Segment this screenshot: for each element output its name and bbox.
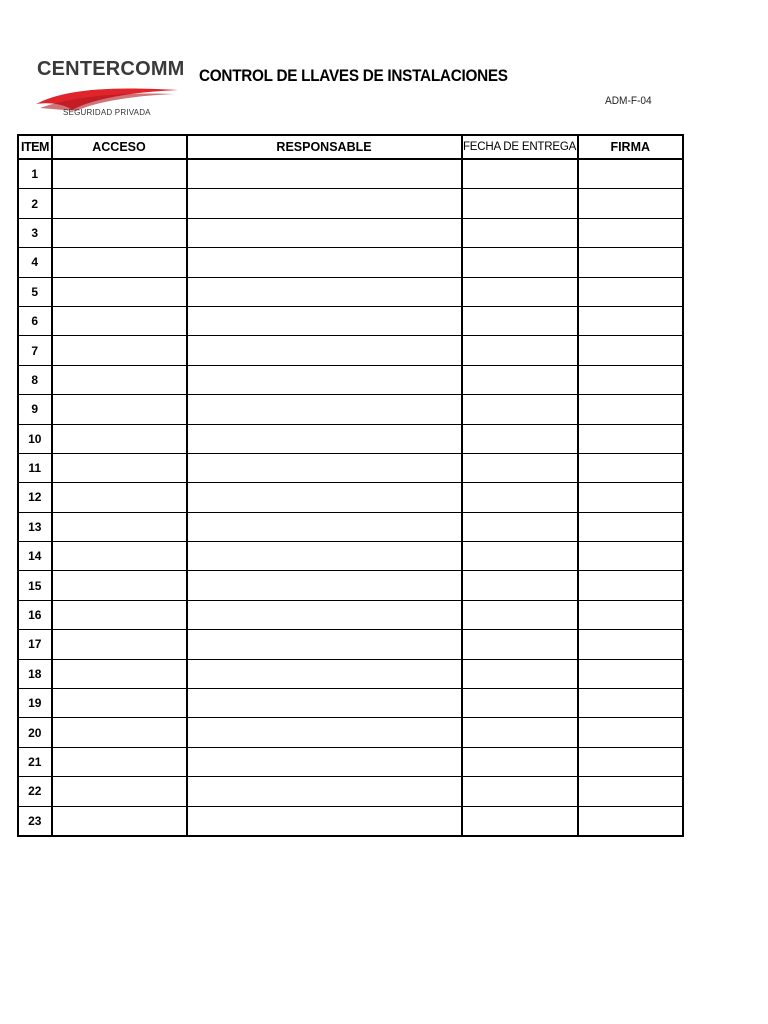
fecha-de-entrega-cell[interactable]	[462, 453, 578, 482]
item-number: 23	[19, 806, 52, 835]
item-number: 11	[19, 453, 52, 482]
acceso-cell[interactable]	[52, 395, 187, 424]
table-row	[19, 806, 683, 835]
table-row	[19, 747, 683, 776]
firma-cell[interactable]	[578, 159, 683, 189]
acceso-cell[interactable]	[52, 277, 187, 306]
firma-cell[interactable]	[578, 424, 683, 453]
firma-cell[interactable]	[578, 659, 683, 688]
responsable-cell[interactable]	[187, 189, 462, 218]
acceso-cell[interactable]	[52, 571, 187, 600]
table-row	[19, 218, 683, 247]
item-number: 5	[19, 277, 52, 306]
firma-cell[interactable]	[578, 600, 683, 629]
firma-cell[interactable]	[578, 306, 683, 335]
item-number: 17	[19, 630, 52, 659]
firma-cell[interactable]	[578, 806, 683, 835]
item-number: 10	[19, 424, 52, 453]
firma-cell[interactable]	[578, 777, 683, 806]
keys-control-table	[18, 135, 683, 836]
acceso-cell[interactable]	[52, 159, 187, 189]
table-row	[19, 659, 683, 688]
responsable-cell[interactable]	[187, 395, 462, 424]
fecha-de-entrega-cell[interactable]	[462, 512, 578, 541]
table-row	[19, 159, 683, 189]
firma-cell[interactable]	[578, 336, 683, 365]
firma-cell[interactable]	[578, 718, 683, 747]
table-row	[19, 689, 683, 718]
column-header-item: ITEM	[19, 136, 52, 160]
acceso-cell[interactable]	[52, 630, 187, 659]
firma-cell[interactable]	[578, 689, 683, 718]
table-row	[19, 630, 683, 659]
table-row	[19, 718, 683, 747]
fecha-de-entrega-cell[interactable]	[462, 806, 578, 835]
acceso-cell[interactable]	[52, 424, 187, 453]
column-header-responsable: RESPONSABLE	[187, 136, 462, 160]
responsable-cell[interactable]	[187, 159, 462, 189]
fecha-de-entrega-cell[interactable]	[462, 571, 578, 600]
item-number: 9	[19, 395, 52, 424]
item-number: 8	[19, 365, 52, 394]
fecha-de-entrega-cell[interactable]	[462, 718, 578, 747]
acceso-cell[interactable]	[52, 483, 187, 512]
table-row	[19, 248, 683, 277]
responsable-cell[interactable]	[187, 542, 462, 571]
logo-subtitle: SEGURIDAD PRIVADA	[63, 108, 151, 117]
acceso-cell[interactable]	[52, 365, 187, 394]
fecha-de-entrega-cell[interactable]	[462, 306, 578, 335]
item-number: 16	[19, 600, 52, 629]
fecha-de-entrega-cell[interactable]	[462, 689, 578, 718]
fecha-de-entrega-cell[interactable]	[462, 483, 578, 512]
firma-cell[interactable]	[578, 512, 683, 541]
fecha-de-entrega-cell[interactable]	[462, 542, 578, 571]
fecha-de-entrega-cell[interactable]	[462, 630, 578, 659]
table-header-row	[19, 136, 683, 160]
acceso-cell[interactable]	[52, 512, 187, 541]
fecha-de-entrega-cell[interactable]	[462, 159, 578, 189]
responsable-cell[interactable]	[187, 600, 462, 629]
acceso-cell[interactable]	[52, 189, 187, 218]
fecha-de-entrega-cell[interactable]	[462, 659, 578, 688]
item-number: 15	[19, 571, 52, 600]
acceso-cell[interactable]	[52, 306, 187, 335]
responsable-cell[interactable]	[187, 483, 462, 512]
firma-cell[interactable]	[578, 277, 683, 306]
acceso-cell[interactable]	[52, 747, 187, 776]
table-row	[19, 453, 683, 482]
fecha-de-entrega-cell[interactable]	[462, 277, 578, 306]
table-row	[19, 424, 683, 453]
table-row	[19, 483, 683, 512]
table-row	[19, 777, 683, 806]
table-row	[19, 512, 683, 541]
acceso-cell[interactable]	[52, 218, 187, 247]
document-code: ADM-F-04	[605, 95, 652, 107]
firma-cell[interactable]	[578, 218, 683, 247]
responsable-cell[interactable]	[187, 277, 462, 306]
firma-cell[interactable]	[578, 630, 683, 659]
firma-cell[interactable]	[578, 542, 683, 571]
table-row	[19, 365, 683, 394]
responsable-cell[interactable]	[187, 248, 462, 277]
responsable-cell[interactable]	[187, 806, 462, 835]
acceso-cell[interactable]	[52, 689, 187, 718]
acceso-cell[interactable]	[52, 718, 187, 747]
column-header-acceso: ACCESO	[52, 136, 187, 160]
responsable-cell[interactable]	[187, 424, 462, 453]
responsable-cell[interactable]	[187, 747, 462, 776]
fecha-de-entrega-cell[interactable]	[462, 600, 578, 629]
document-title: CONTROL DE LLAVES DE INSTALACIONES	[199, 66, 508, 85]
fecha-de-entrega-cell[interactable]	[462, 747, 578, 776]
responsable-cell[interactable]	[187, 571, 462, 600]
table-row	[19, 306, 683, 335]
item-number: 14	[19, 542, 52, 571]
responsable-cell[interactable]	[187, 512, 462, 541]
company-logo	[30, 52, 185, 128]
firma-cell[interactable]	[578, 365, 683, 394]
responsable-cell[interactable]	[187, 630, 462, 659]
responsable-cell[interactable]	[187, 689, 462, 718]
item-number: 12	[19, 483, 52, 512]
item-number: 3	[19, 218, 52, 247]
item-number: 7	[19, 336, 52, 365]
item-number: 2	[19, 189, 52, 218]
item-number: 4	[19, 248, 52, 277]
table-row	[19, 395, 683, 424]
responsable-cell[interactable]	[187, 365, 462, 394]
responsable-cell[interactable]	[187, 659, 462, 688]
acceso-cell[interactable]	[52, 806, 187, 835]
table-row	[19, 571, 683, 600]
responsable-cell[interactable]	[187, 306, 462, 335]
responsable-cell[interactable]	[187, 718, 462, 747]
firma-cell[interactable]	[578, 189, 683, 218]
fecha-de-entrega-cell[interactable]	[462, 189, 578, 218]
fecha-de-entrega-cell[interactable]	[462, 336, 578, 365]
table-row	[19, 277, 683, 306]
item-number: 21	[19, 747, 52, 776]
item-number: 22	[19, 777, 52, 806]
fecha-de-entrega-cell[interactable]	[462, 777, 578, 806]
acceso-cell[interactable]	[52, 542, 187, 571]
fecha-de-entrega-cell[interactable]	[462, 424, 578, 453]
item-number: 20	[19, 718, 52, 747]
firma-cell[interactable]	[578, 747, 683, 776]
responsable-cell[interactable]	[187, 777, 462, 806]
item-number: 19	[19, 689, 52, 718]
fecha-de-entrega-cell[interactable]	[462, 395, 578, 424]
table-row	[19, 336, 683, 365]
acceso-cell[interactable]	[52, 336, 187, 365]
responsable-cell[interactable]	[187, 218, 462, 247]
firma-cell[interactable]	[578, 571, 683, 600]
acceso-cell[interactable]	[52, 777, 187, 806]
firma-cell[interactable]	[578, 453, 683, 482]
acceso-cell[interactable]	[52, 659, 187, 688]
logo-wordmark: CENTERCOMM	[37, 58, 185, 80]
firma-cell[interactable]	[578, 395, 683, 424]
responsable-cell[interactable]	[187, 336, 462, 365]
item-number: 1	[19, 159, 52, 189]
item-number: 6	[19, 306, 52, 335]
table-row	[19, 542, 683, 571]
fecha-de-entrega-cell[interactable]	[462, 218, 578, 247]
fecha-de-entrega-cell[interactable]	[462, 248, 578, 277]
firma-cell[interactable]	[578, 248, 683, 277]
fecha-de-entrega-cell[interactable]	[462, 365, 578, 394]
acceso-cell[interactable]	[52, 453, 187, 482]
acceso-cell[interactable]	[52, 248, 187, 277]
responsable-cell[interactable]	[187, 453, 462, 482]
table-row	[19, 189, 683, 218]
column-header-firma: FIRMA	[578, 136, 683, 160]
item-number: 18	[19, 659, 52, 688]
column-header-fecha-de-entrega: FECHA DE ENTREGA	[462, 136, 578, 160]
table-row	[19, 600, 683, 629]
acceso-cell[interactable]	[52, 600, 187, 629]
firma-cell[interactable]	[578, 483, 683, 512]
item-number: 13	[19, 512, 52, 541]
